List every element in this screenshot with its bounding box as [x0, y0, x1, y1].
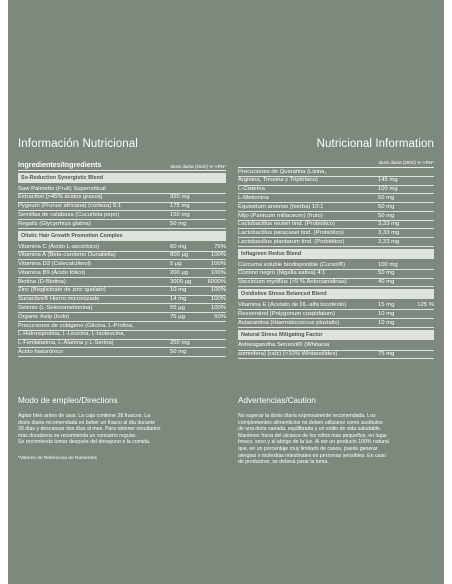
blend-heading: Olistic Hair Growth Promotion Complex	[18, 231, 226, 241]
ingredient-name: Lactobacillus reuteri tind. (Probiótico)	[238, 221, 335, 228]
ingredient-row	[238, 270, 434, 279]
ingredient-amount: 3,33 mg	[378, 230, 400, 237]
ingredient-name: Cúrcuma soluble biodisponible (Cursol®)	[238, 261, 346, 268]
ingredient-amount: 75 mg	[378, 351, 395, 358]
ingredient-name: Sunactive® Hierro micronizado	[18, 296, 100, 303]
ingredient-row	[18, 331, 226, 340]
ingredient-name: Ashwagandha Sensoril® (Whitania	[238, 342, 330, 349]
ingredient-amount: 5 µg	[170, 261, 182, 268]
text-line: dosis diaria recomendada es beber un frasco al día durante	[18, 419, 155, 426]
ingredient-row	[18, 260, 226, 269]
ingredient-row	[238, 342, 434, 351]
ingredient-name: Resveratrol (Polygonum cuspidatum)	[238, 310, 335, 317]
ingredient-row	[18, 322, 226, 331]
ingredient-amount: 175 mg	[170, 203, 190, 210]
ingredient-name: Vitamina B9 (Ácido fólico)	[18, 269, 86, 276]
ingredient-name: Vitamina D3 (Colecalciferol)	[18, 261, 91, 268]
ingredient-percent: 100%	[210, 252, 226, 259]
ingredient-name: Arginina, Tirosina y Triptófano)	[238, 177, 318, 184]
text-line: 28 días y descansar dos días al mes. Para obtener resultados	[18, 426, 161, 433]
ingredient-amount: 50 mg	[378, 203, 395, 210]
ingredient-name: Saw Palmetto (Fruit) Supercritical	[18, 185, 106, 192]
ingredient-amount: 320 mg	[170, 194, 190, 201]
right-column	[238, 138, 434, 359]
ingredient-name: L-Cisteína	[238, 186, 265, 193]
blend-heading: Inflagreen Redux Blend	[238, 249, 434, 259]
ingredient-amount: 40 mg	[378, 279, 395, 286]
ingredient-name: Zinc (Bisglicinato de zinc quelato)	[18, 287, 106, 294]
ingredient-name: Precursores de Queratina (Lisina,	[238, 168, 327, 175]
right-top-rows	[238, 168, 434, 247]
ingredient-amount: 75 µg	[170, 313, 185, 320]
warnings-text	[238, 413, 438, 466]
ingredient-name: Biotina (D-Biotina)	[18, 278, 66, 285]
text-line: No superar la dosis diaria expresamente recomendada. Los	[238, 413, 376, 419]
ingredient-percent: 75%	[214, 243, 226, 250]
text-line: fresco, seco y al abrigo de la luz. Al ser un producto 100% natural	[238, 439, 389, 446]
dose-header: dosis diaria (25ml) % VRN*	[170, 164, 226, 169]
left-title: Información Nutricional	[18, 138, 138, 150]
ingredient-row	[18, 287, 226, 296]
ingredient-name: L-Hidroxiprolina, L-Leucina, L-Isoleucina,	[18, 331, 126, 338]
ingredient-name: Astaxantina (Haematococcus pluvialis)	[238, 319, 340, 326]
ingredient-name: Comino negro (Nigella sativa) 4:1	[238, 270, 326, 277]
blend-heading: So-Reduction Synergistic Blend	[18, 173, 226, 183]
text-line: complementos alimenticios no deben utilizarse como sustitutos	[238, 419, 383, 426]
ingredient-row	[18, 203, 226, 212]
right-ingredient-groups	[238, 249, 434, 359]
ingredient-amount: 10 mg	[378, 319, 395, 326]
ingredient-amount: 50 mg	[378, 212, 395, 219]
ingredient-amount: 50 mg	[170, 348, 187, 355]
ingredient-row	[238, 238, 434, 247]
ingredient-row	[18, 252, 226, 261]
ingredient-row	[238, 279, 434, 288]
ingredient-row	[18, 269, 226, 278]
ingredient-percent: 100%	[210, 287, 226, 294]
blend-heading: Natural Stress Mitigating Factor	[238, 330, 434, 340]
ingredient-percent: 50%	[214, 313, 226, 320]
left-ingredient-groups	[18, 173, 226, 357]
ingredient-amount: 50 mg	[170, 220, 187, 227]
ingredient-row	[238, 194, 434, 203]
ingredient-row	[18, 296, 226, 305]
ingredient-row	[238, 229, 434, 238]
ingredient-percent: 100%	[210, 269, 226, 276]
ingredient-row	[18, 340, 226, 349]
ingredient-amount: 50 mg	[378, 194, 395, 201]
ingredient-name: Regaliz (Glycyrrhiza glabra)	[18, 220, 91, 227]
dose-header-right: dosis diaria (25ml) % VRN*	[238, 160, 434, 168]
ingredient-name: Lactobacillus paracasei tind. (Probiótico)	[238, 230, 344, 237]
ingredient-amount: 800 µg	[170, 252, 189, 259]
ingredients-header-label: Ingredientes/Ingredients	[18, 160, 102, 169]
ingredient-name: Semillas de calabaza (Cucurbita pepo)	[18, 211, 120, 218]
ingredient-amount: 14 mg	[170, 296, 187, 303]
ingredient-name: Ácido hialurónico	[18, 348, 63, 355]
ingredient-row	[18, 185, 226, 194]
text-line: que, en un porcentaje muy limitado de casos, puede generar	[238, 445, 378, 452]
ingredient-name: L-Fenilalanina, L-Alanina y L-Serina)	[18, 340, 114, 347]
ingredient-amount: 55 µg	[170, 304, 185, 311]
ingredient-amount: 100 mg	[378, 261, 398, 268]
blend-heading: Oxidistive Stress Belanced Blend	[238, 289, 434, 299]
ingredient-row	[238, 203, 434, 212]
ingredient-name: Organic Kelp (Iodo)	[18, 313, 70, 320]
ingredient-row	[18, 220, 226, 229]
ingredient-amount: 3000 µg	[170, 278, 192, 285]
nutrition-label-panel	[8, 0, 444, 584]
text-line: Mantener fuera del alcance de los niños más pequeños, en lugar	[238, 432, 388, 439]
ingredient-name: Precursores de colágeno (Glicina, L-Prolina,	[18, 322, 134, 329]
ingredient-amount: 50 mg	[378, 270, 395, 277]
ingredient-amount: 150 mg	[170, 211, 190, 218]
ingredient-amount: 200 µg	[170, 269, 189, 276]
ingredient-name: Vitamina A (Beta-caroteno Dunaliella)	[18, 252, 116, 259]
ingredient-amount: 250 mg	[170, 340, 190, 347]
ingredient-amount: 10 mg	[378, 310, 395, 317]
footnote: *Valores de Referencia de Nutrientes	[18, 456, 97, 461]
text-line: de una dieta variada, equilibrada y un estilo de vida saludable.	[238, 426, 382, 433]
ingredient-name: Vitamina E (Acetato de DL-alfa tocoferilo)	[238, 301, 347, 308]
ingredient-row	[18, 313, 226, 322]
ingredient-row	[18, 243, 226, 252]
right-title: Nutricional Information	[316, 138, 434, 150]
ingredient-percent: 6000%	[207, 278, 226, 285]
ingredient-name: Vaccinium myrtillus (>5 % Antocianidinas)	[238, 279, 347, 286]
ingredient-name: Vitamina C (Ácido L-ascórbico)	[18, 243, 100, 250]
ingredient-amount: 15 mg	[378, 301, 395, 308]
usage-title: Modo de empleo/Directions	[18, 396, 118, 405]
ingredient-amount: 100 mg	[378, 186, 398, 193]
ingredient-name: Extraction [>45% ácidos grasos]	[18, 194, 103, 201]
ingredient-percent: 100%	[210, 304, 226, 311]
ingredient-row	[18, 278, 226, 287]
text-line: alergias o molestias intestinales en personas sensibles. En caso	[238, 452, 386, 459]
ingredient-amount: 10 mg	[170, 287, 187, 294]
ingredient-row	[238, 301, 434, 310]
ingredient-row	[238, 177, 434, 186]
ingredient-row	[238, 168, 434, 177]
ingredient-name: Mijo (Panicum miliaceum) (fruto)	[238, 212, 323, 219]
ingredient-row	[238, 186, 434, 195]
left-column	[18, 138, 226, 357]
usage-text	[18, 413, 223, 446]
ingredient-name: somnifera) (raíz) (>10% Whitanolides)	[238, 351, 338, 358]
text-line: Agitar bien antes de usar. La caja contiene 28 frascos. La	[18, 413, 151, 419]
text-line: Se recomienda tomar después del desayuno o la comida.	[18, 439, 151, 446]
ingredient-row	[238, 319, 434, 328]
text-line: de producirse, se deberá parar la toma.	[238, 459, 329, 466]
ingredient-name: Pygeum (Prunus africana) (corteza) 5:1	[18, 203, 122, 210]
ingredient-percent: 100%	[210, 261, 226, 268]
ingredient-name: Lactobacillus plantarum tind. (Probiótico)	[238, 238, 345, 245]
ingredient-row	[238, 351, 434, 360]
ingredient-percent: 125 %	[417, 301, 434, 308]
ingredient-name: L-Metionina	[238, 194, 269, 201]
ingredient-row	[238, 212, 434, 221]
text-line: más duraderos se recomienda un consumo regular.	[18, 432, 137, 439]
ingredient-percent: 100%	[210, 296, 226, 303]
ingredient-row	[18, 304, 226, 313]
ingredient-name: Selenio (L-Selenometionina)	[18, 304, 93, 311]
ingredient-amount: 145 mg	[378, 177, 398, 184]
ingredient-amount: 60 mg	[170, 243, 187, 250]
ingredient-row	[18, 194, 226, 203]
ingredient-amount: 3,33 mg	[378, 238, 400, 245]
ingredient-row	[238, 221, 434, 230]
ingredients-header	[18, 160, 226, 171]
warnings-title: Advertencias/Caution	[238, 396, 316, 405]
ingredient-row	[18, 348, 226, 357]
ingredient-row	[18, 211, 226, 220]
ingredient-row	[238, 261, 434, 270]
ingredient-row	[238, 310, 434, 319]
ingredient-amount: 3,33 mg	[378, 221, 400, 228]
ingredient-name: Equisetum arvense (hierba) 10:1	[238, 203, 324, 210]
